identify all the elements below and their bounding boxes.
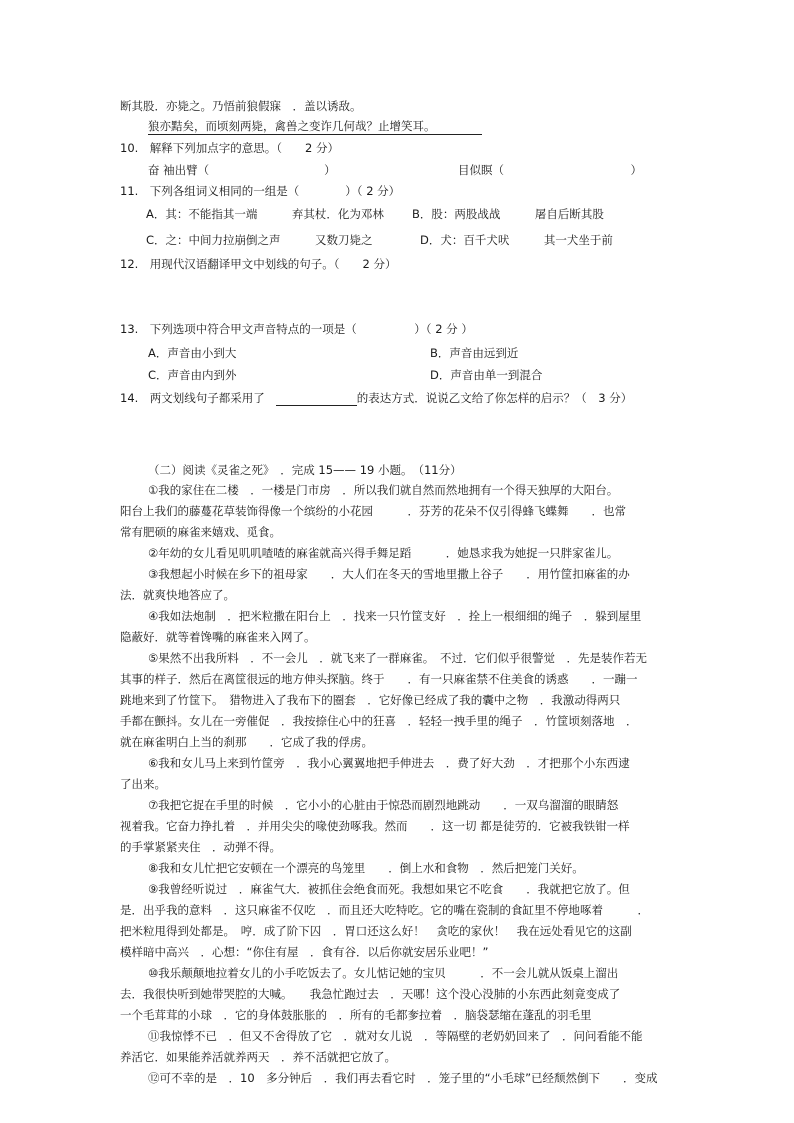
- passage-line: 去．我很快听到她带哭腔的大喊。 我急忙跑过去 ．天哪！这个没心没肺的小东西此刻竟变成了: [120, 987, 621, 1001]
- passage-line: 就在麻雀明白上当的刹那 ．它成了我的俘虏。: [120, 735, 373, 749]
- prev-text-line-1: 断其股．亦毙之。乃悟前狼假寐 ．盖以诱敌。: [120, 99, 362, 113]
- passage-line: ⑨我曾经听说过 ．麻雀气大．被抓住会绝食而死。我想如果它不吃食 ．我就把它放了。但: [148, 882, 630, 896]
- passage-line: ⑦我把它捉在手里的时候 ．它小小的心脏由于惊恐而剧烈地跳动 ．一双乌溜溜的眼睛怒: [148, 798, 619, 812]
- passage-line: ⑧我和女儿忙把它安顿在一个漂亮的鸟笼里 ．倒上水和食物 ．然后把笼门关好。: [148, 861, 584, 875]
- passage-line: 了出来。: [120, 777, 166, 791]
- section-2-heading: （二）阅读《灵雀之死》 ．完成 15—— 19 小题。 （11分）: [148, 463, 462, 477]
- question-10-item-b: 目似瞑（ ）: [458, 163, 642, 177]
- passage-line: ③我想起小时候在乡下的祖母家 ．大人们在冬天的雪地里撒上谷子 ．用竹筐扣麻雀的办: [148, 567, 630, 581]
- question-14-pre: 14. 两文划线句子都采用了: [120, 391, 277, 405]
- passage-line: ⑤果然不出我所料 ．不一会儿 ．就飞来了一群麻雀。 不过．它们似乎很警觉 ．先是装作若无: [148, 651, 648, 665]
- passage-line: 的手掌紧紧夹住 ．动弹不得。: [120, 840, 281, 854]
- question-11-option-a: A．其：不能指其一端 弃其杖．化为邓林: [146, 207, 384, 221]
- passage-line: 养活它．如果能养活就养两天 ．养不活就把它放了。: [120, 1050, 396, 1064]
- passage-line: 模样暗中高兴 ．心想：“你住有屋 ．食有谷．以后你就安居乐业吧！”: [120, 945, 489, 959]
- question-14-stem: [120, 390, 632, 406]
- question-10-stem: 10. 解释下列加点字的意思。（ 2 分）: [120, 141, 340, 155]
- question-11-stem: 11. 下列各组词义相同的一组是（ ）（ 2 分）: [120, 184, 401, 198]
- question-12-stem: 12. 用现代汉语翻译甲文中划线的句子。（ 2 分）: [120, 257, 397, 271]
- passage-line: ④我如法炮制 ．把米粒撒在阳台上 ．找来一只竹筐支好 ．拴上一根细细的绳子 ．躲到屋里: [148, 609, 642, 623]
- question-11-option-c: C．之：中间力拉崩倒之声 又数刀毙之: [146, 233, 373, 247]
- passage-line: 其事的样子．然后在离筐很远的地方伸头探脑。终于 ．有一只麻雀禁不住美食的诱惑 ．一蹦一: [120, 672, 638, 686]
- question-13-stem: 13. 下列选项中符合甲文声音特点的一项是（ ）（ 2 分 ）: [120, 322, 473, 336]
- passage-line: 跳地来到了竹筐下。 猎物进入了我布下的圈套 ．它好像已经成了我的囊中之物 ．我激动得两只: [120, 693, 621, 707]
- passage-line: 是．出乎我的意料 ．这只麻雀不仅吃 ．而且还大吃特吃。它的嘴在瓷制的食缸里不停地啄着 ．: [120, 903, 649, 917]
- question-11-option-d: D．犬：百千犬吠 其一犬坐于前: [420, 233, 613, 247]
- question-13-option-b: B．声音由远到近: [430, 346, 519, 360]
- passage-line: ⑥我和女儿马上来到竹筐旁 ．我小心翼翼地把手伸进去 ．费了好大劲 ．才把那个小东西逮: [148, 756, 630, 770]
- passage-line: 法．就爽快地答应了。: [120, 588, 235, 602]
- passage-line: 手都在颤抖。女儿在一旁催促 ．我按捺住心中的狂喜 ．轻轻一拽手里的绳子 ．竹筐顷刻落地 ．: [120, 714, 638, 728]
- passage-line: 把米粒甩得到处都是。 哼．成了阶下囚 ．胃口还这么好！ 贪吃的家伙！ 我在远处看见它的这副: [120, 924, 632, 938]
- passage-line: ⑩我乐颠颠地拉着女儿的小手吃饭去了。女儿惦记她的宝贝 ．不一会儿就从饭桌上溜出: [148, 966, 619, 980]
- question-11-option-b: B．股：两股战战 屠自后断其股: [412, 207, 604, 221]
- question-14-blank: [276, 391, 357, 406]
- question-13-option-d: D．声音由单一到混合: [430, 368, 543, 382]
- question-14-post: 的表达方式．说说乙文给了你怎样的启示？（ 3 分）: [356, 391, 633, 405]
- passage-line: 阳台上我们的藤蔓花草装饰得像一个缤纷的小花园 ．芬芳的花朵不仅引得蜂飞蝶舞 ．也常: [120, 504, 626, 518]
- question-10-item-a: 奋 袖出臂（ ）: [148, 163, 336, 177]
- passage-line: 视着我。它奋力挣扎着 ．并用尖尖的喙使劲啄我。然而 ．这一切 都是徒劳的．它被我铁钳一样: [120, 819, 630, 833]
- passage-line: 一个毛茸茸的小球 ．它的身体鼓胀胀的 ．所有的毛都奓拉着 ．脑袋瑟缩在蓬乱的羽毛里: [120, 1008, 592, 1022]
- passage-line: 隐蔽好．就等着馋嘴的麻雀来入网了。: [120, 630, 316, 644]
- question-13-option-a: A．声音由小到大: [148, 346, 237, 360]
- question-13-option-c: C．声音由内到外: [148, 368, 237, 382]
- passage-line: ⑪我惊悸不已 ．但又不舍得放了它 ．就对女儿说 ．等隔壁的老奶奶回来了 ．问问看能不能: [148, 1029, 643, 1043]
- passage-line: ⑫可不幸的是 ．10 多分钟后 ．我们再去看它时 ．笼子里的“小毛球”已经颓然倒下 ．变成: [148, 1071, 658, 1085]
- passage-line: 常有肥硕的麻雀来嬉戏、觅食。: [120, 525, 281, 539]
- prev-text-line-2-underlined: 狼亦黠矣，而顷刻两毙，禽兽之变诈几何哉？止增笑耳。: [148, 118, 482, 135]
- passage-line: ②年幼的女儿看见叽叽喳喳的麻雀就高兴得手舞足蹈 ．她恳求我为她捉一只胖家雀儿。: [148, 546, 619, 560]
- passage-line: ①我的家住在二楼 ．一楼是门市房 ．所以我们就自然而然地拥有一个得天独厚的大阳台。: [148, 483, 619, 497]
